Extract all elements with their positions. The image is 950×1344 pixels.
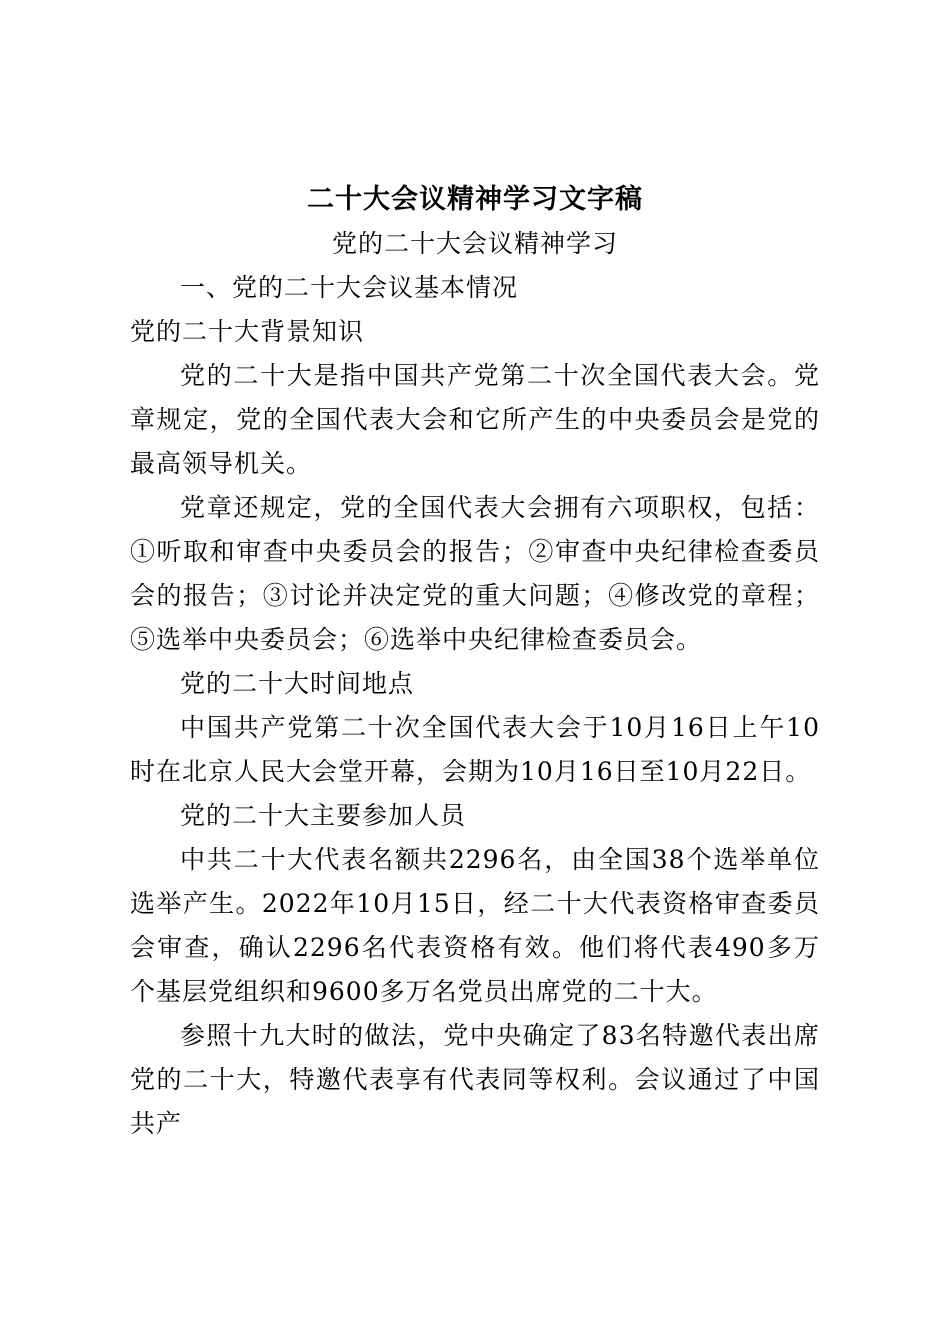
paragraph-time-place: 中国共产党第二十次全国代表大会于10月16日上午10时在北京人民大会堂开幕，会期为10月16日至10月22日。 bbox=[130, 713, 820, 786]
section-heading: 一、党的二十大会议基本情况 bbox=[180, 273, 519, 302]
document-title: 二十大会议精神学习文字稿 bbox=[307, 184, 643, 215]
paragraph-definition: 党的二十大是指中国共产党第二十次全国代表大会。党章规定，党的全国代表大会和它所产生的中央委员会是党的最高领导机关。 bbox=[130, 361, 820, 478]
paragraph-special-delegates: 参照十九大时的做法，党中央确定了83名特邀代表出席党的二十大，特邀代表享有代表同等权利。会议通过了中国共产 bbox=[130, 1021, 820, 1138]
subsection-heading-participants: 党的二十大主要参加人员 bbox=[180, 801, 467, 830]
document-body bbox=[130, 266, 820, 1146]
subsection-heading-background: 党的二十大背景知识 bbox=[130, 317, 365, 346]
document-subtitle: 党的二十大会议精神学习 bbox=[331, 229, 618, 258]
paragraph-duties: 党章还规定，党的全国代表大会拥有六项职权，包括：①听取和审查中央委员会的报告；②审查中央纪律检查委员会的报告；③讨论并决定党的重大问题；④修改党的章程；⑤选举中央委员会；⑥选举中央纪律检查委员会。 bbox=[130, 493, 820, 654]
subsection-heading-time-place: 党的二十大时间地点 bbox=[180, 669, 415, 698]
paragraph-delegates: 中共二十大代表名额共2296名，由全国38个选举单位选举产生。2022年10月15日，经二十大代表资格审查委员会审查，确认2296名代表资格有效。他们将代表490多万个基层党组织和9600多万名党员出席党的二十大。 bbox=[130, 845, 820, 1006]
